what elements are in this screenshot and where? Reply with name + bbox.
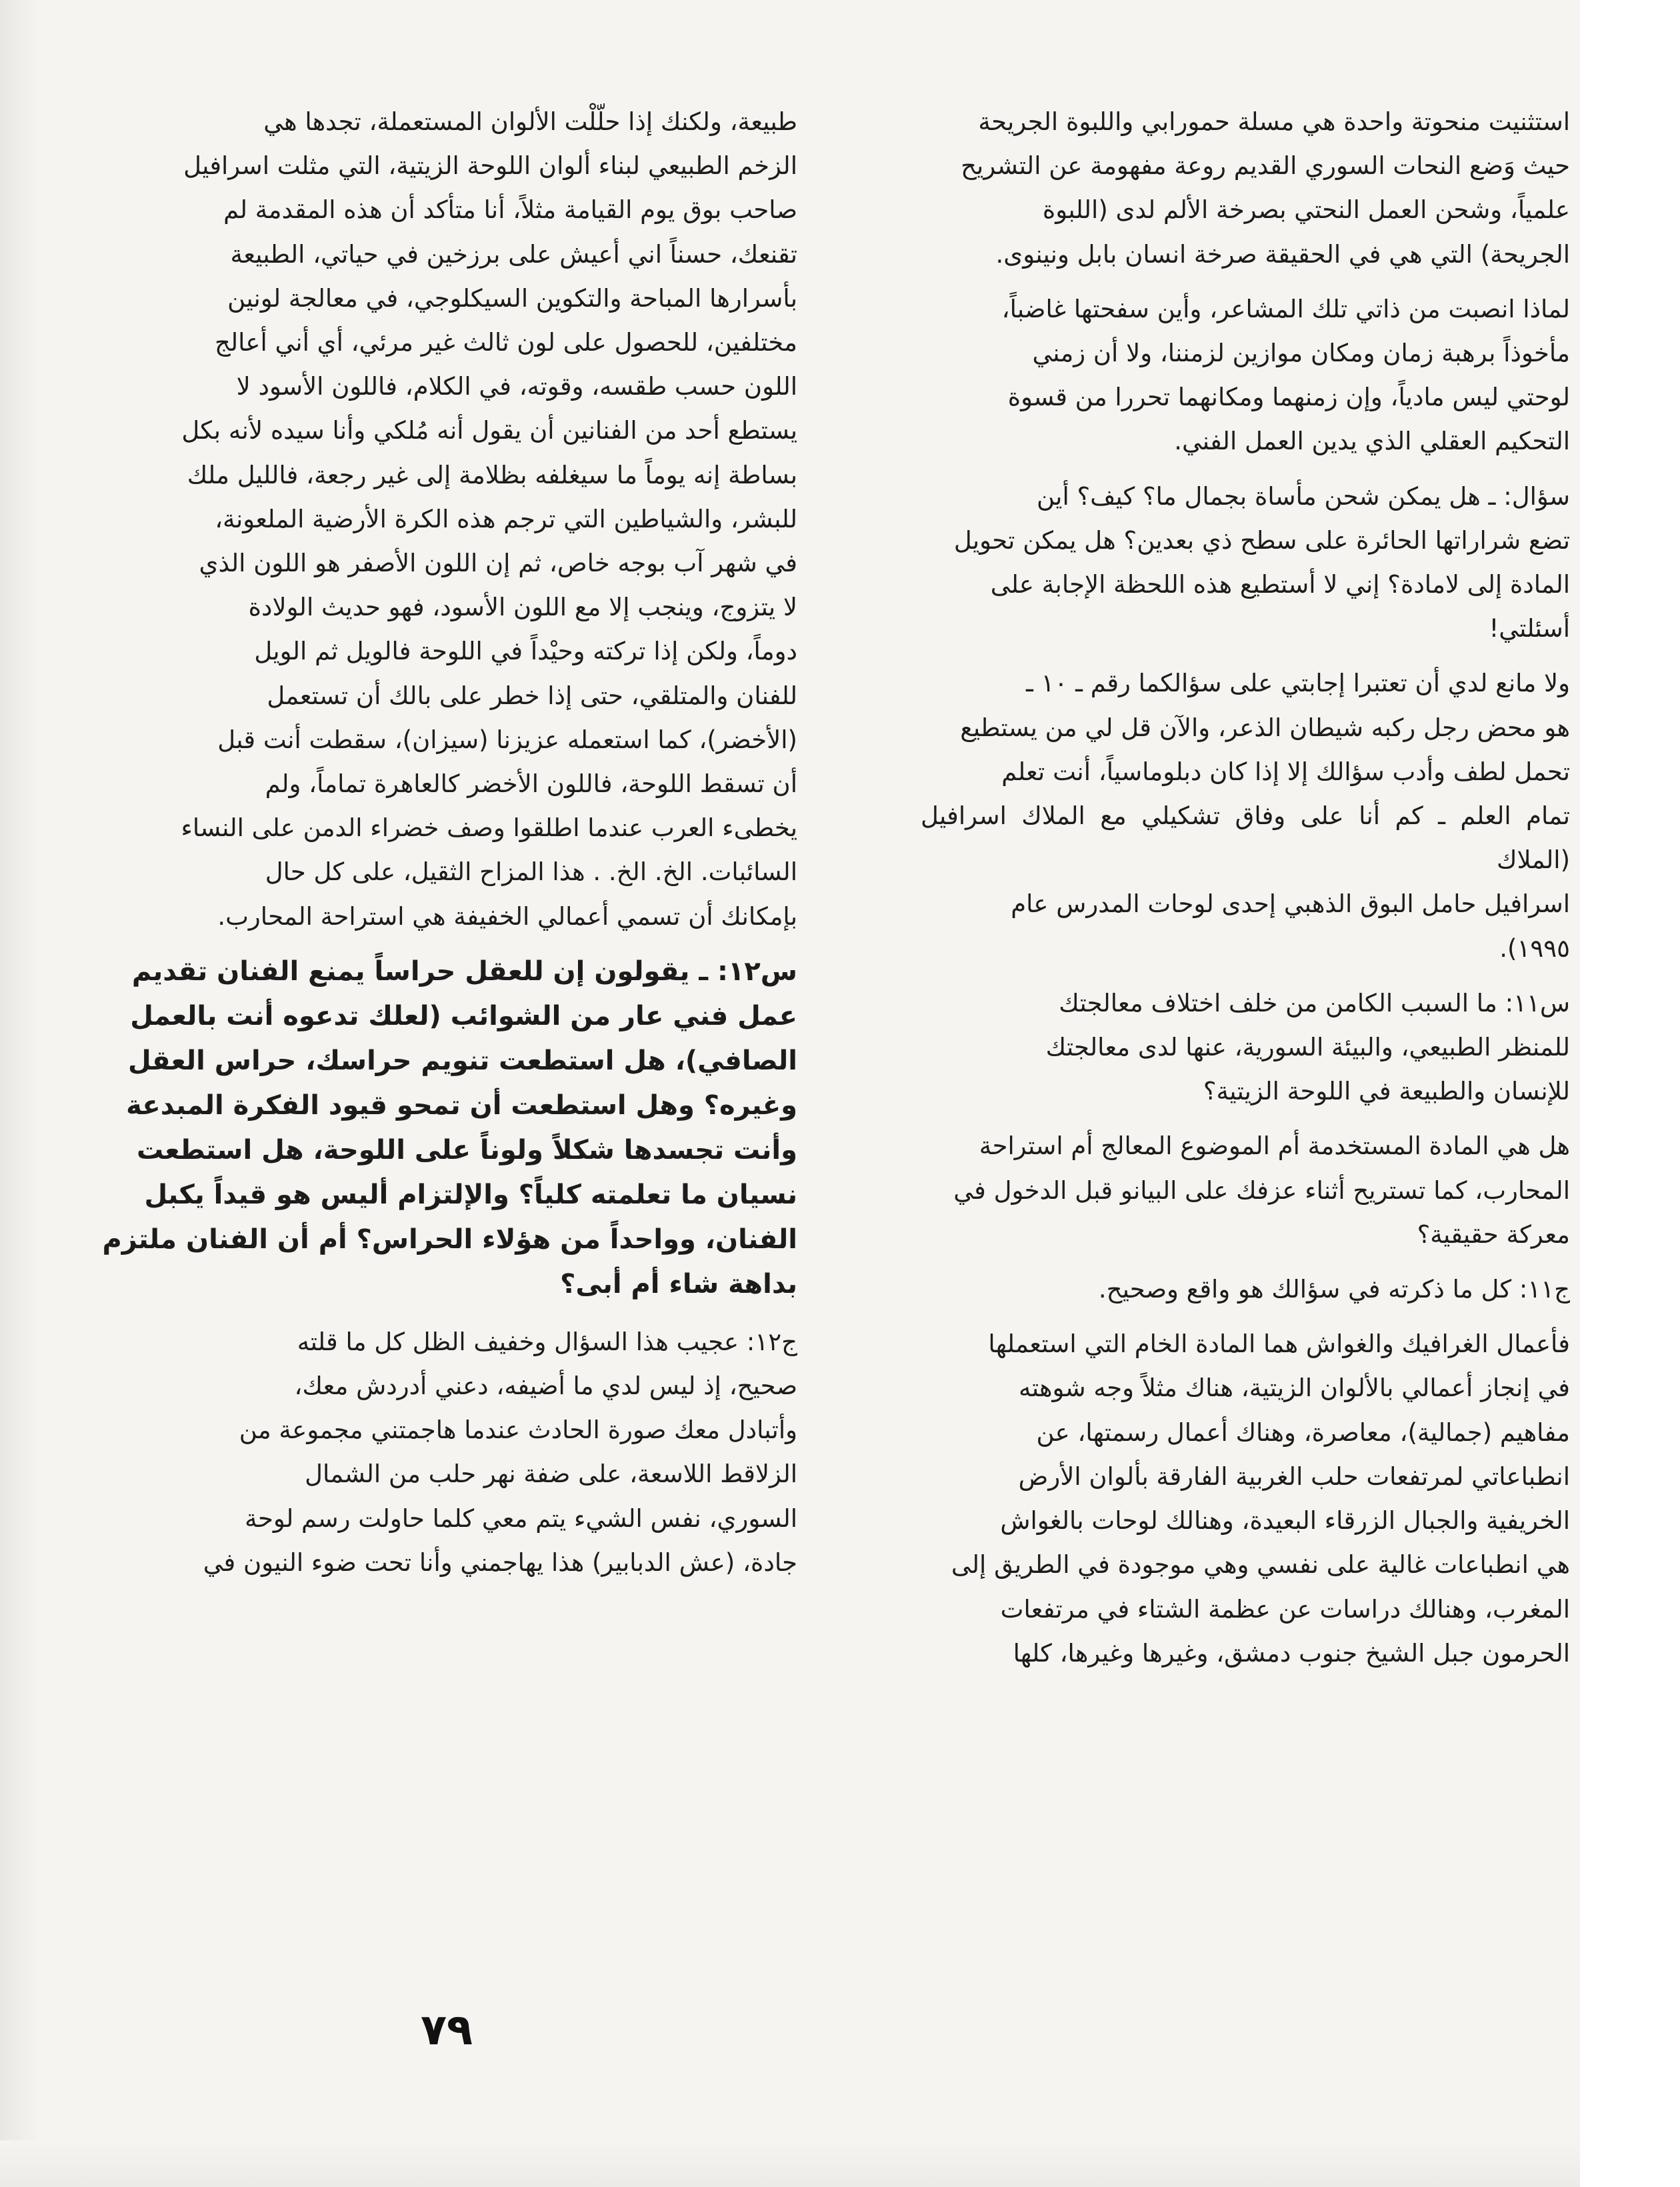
paragraph: استثنيت منحوتة واحدة هي مسلة حمورابي واللبوة الجريحة حيث وَضع النحات السوري القديم روعة مفهومة عن التشريح علمياً، وشحن العمل النحتي بصرخة الألم لدى (اللبوة الجريحة) التي هي في الحقيقة صرخة انسان بابل ونينوى. [961, 107, 1570, 269]
scan-shadow-bottom [0, 2140, 1680, 2187]
paragraph: فأعمال الغرافيك والغواش هما المادة الخام التي استعملها في إنجاز أعمالي بالألوان الزيتية، هناك مثلاً وجه شوهته مفاهيم (جمالية)، معاصرة، وهناك أعمال رسمتها، عن انطباعاتي لمرتفعات حلب الغربية الفارقة بألوان الأرض الخريفية والجبال الزرقاء البعيدة، وهنالك لوحات بالغواش هي انطباعات غالية على نفسي وهي موجودة في الطريق إلى المغرب، وهنالك دراسات عن عظمة الشتاء في مرتفعات الحرمون جبل الشيخ جنوب دمشق، وغيرها وغيرها، كلها [951, 1330, 1570, 1668]
paragraph: س١١: ما السبب الكامن من خلف اختلاف معالجتك للمنظر الطبيعي، والبيئة السورية، عنها لدى معالجتك للإنسان والطبيعة في اللوحة الزيتية؟ [1045, 988, 1570, 1106]
paragraph: طبيعة، ولكنك إذا حلّلْت الألوان المستعملة، تجدها هي الزخم الطبيعي لبناء ألوان اللوحة الزيتية، التي مثلت اسرافيل صاحب بوق يوم القيامة مثلاً، أنا متأكد أن هذه المقدمة لم تقنعك، حسناً اني أعيش على برزخين في حياتي، الطبيعة بأسرارها المباحة والتكوين السيكلوجي، في معالجة لونين مختلفين، للحصول على لون ثالث غير مرئي، أي أني أعالج اللون حسب طقسه، وقوته، في الكلام، فاللون الأسود لا يستطع أحد من الفنانين أن يقول أنه مُلكي وأنا سيده لأنه بكل بساطة إنه يوماً ما سيغلفه بظلامة إلى غير رجعة، فالليل ملك للبشر، والشياطين التي ترجم هذه الكرة الأرضية الملعونة، في شهر آب بوجه خاص، ثم إن اللون الأصفر هو اللون الذي لا يتزوج، وينجب إلا مع اللون الأسود، فهو حديث الولادة دوماً، ولكن إذا تركته وحيْداً في اللوحة فالويل ثم الويل للفنان والمتلقي، حتى إذا خطر على بالك أن تستعمل (الأخضر)، كما استعمله عزيزنا (سيزان)، سقطت أنت قبل أن تسقط اللوحة، فاللون الأخضر كالعاهرة تماماً، ولم يخطىء العرب عندما اطلقوا وصف خضراء الدمن على النساء السائبات. الخ. الخ. . هذا المزاح الثقيل، على كل حال بإمكانك أن تسمي أعمالي الخفيفة هي استراحة المحارب. [181, 107, 797, 931]
paragraph: ج١١: كل ما ذكرته في سؤالك هو واقع وصحيح. [1098, 1275, 1570, 1304]
scan-margin-right [1580, 0, 1680, 2187]
question-paragraph: س١٢: ـ يقولون إن للعقل حراساً يمنع الفنان تقديم عمل فني عار من الشوائب (لعلك تدعوه أنت بالعمل الصافي)، هل استطعت تنويم حراسك، حراس العقل وغيره؟ وهل استطعت أن تمحو قيود الفكرة المبدعة وأنت تجسدها شكلاً ولوناً على اللوحة، هل استطعت نسيان ما تعلمته كلياً؟ والإلتزام أليس هو قيداً يكبل الفنان، وواحداً من هؤلاء الحراس؟ أم أن الفنان ملتزم بداهة شاء أم أبى؟ [102, 955, 797, 1300]
paragraph: سؤال: ـ هل يمكن شحن مأساة بجمال ما؟ كيف؟ أين تضع شراراتها الحائرة على سطح ذي بعدين؟ هل يمكن تحويل المادة إلى لامادة؟ إني لا أستطيع هذه اللحظة الإجابة على أسئلتي! [953, 481, 1570, 643]
left-text-column [92, 100, 797, 1596]
paragraph: ولا مانع لدي أن تعتبرا إجابتي على سؤالكما رقم ـ ١٠ ـ هو محض رجل ركبه شيطان الذعر، والآن قل لي من يستطيع تحمل لطف وأدب سؤالك إلا إذا كان دبلوماسياً، أنت تعلم تمام العلم ـ كم أنا على وفاق تشكيلي مع الملاك اسرافيل (الملاك اسرافيل حامل البوق الذهبي إحدى لوحات المدرس عام ١٩٩٥). [921, 669, 1570, 963]
paragraph: لماذا انصبت من ذاتي تلك المشاعر، وأين سفحتها غاضباً، مأخوذاً برهبة زمان ومكان موازين لزمننا، ولا أن زمني لوحتي ليس مادياً، وإن زمنهما ومكانهما تحررا من قسوة التحكيم العقلي الذي يدين العمل الفني. [1001, 294, 1570, 456]
answer-paragraph: ج١٢: عجيب هذا السؤال وخفيف الظل كل ما قلته صحيح، إذ ليس لدي ما أضيفه، دعني أدردش معك، وأتبادل معك صورة الحادث عندما هاجمتني مجموعة من الزلاقط اللاسعة، على ضفة نهر حلب من الشمال السوري، نفس الشيء يتم معي كلما حاولت رسم لوحة جادة، (عش الدبابير) هذا يهاجمني وأنا تحت ضوء النيون في [203, 1327, 797, 1577]
scan-shadow-left [0, 0, 40, 2187]
right-text-column [921, 100, 1570, 1686]
page-number: ٧٩ [420, 2006, 473, 2055]
paragraph: هل هي المادة المستخدمة أم الموضوع المعالج أم استراحة المحارب، كما تستريح أثناء عزفك على البيانو قبل الدخول في معركة حقيقية؟ [953, 1132, 1570, 1249]
